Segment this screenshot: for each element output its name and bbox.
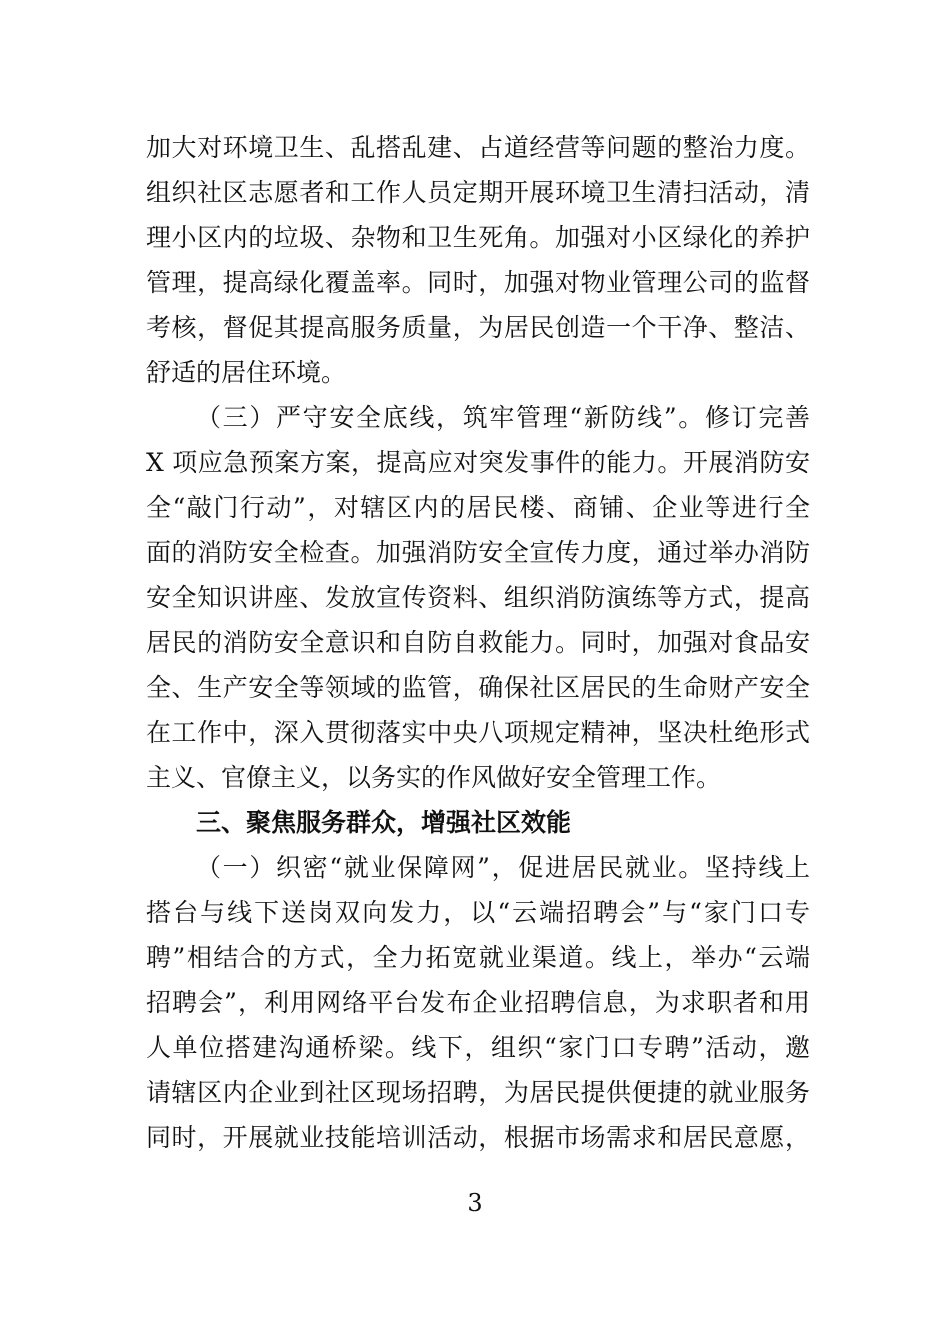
body-text-line: 搭台与线下送岗双向发力，以“云端招聘会”与“家门口专 (146, 898, 810, 927)
section-heading: 三、聚焦服务群众，增强社区效能 (196, 808, 572, 837)
page-number: 3 (467, 1189, 483, 1217)
body-text-line: 考核，督促其提高服务质量，为居民创造一个干净、整洁、 (146, 313, 810, 342)
body-text-line: X 项应急预案方案，提高应对突发事件的能力。开展消防安 (146, 448, 810, 477)
body-text-line: 请辖区内企业到社区现场招聘，为居民提供便捷的就业服务 (146, 1078, 810, 1107)
body-text-line: 舒适的居住环境。 (146, 358, 347, 387)
body-text-line: 理小区内的垃圾、杂物和卫生死角。加强对小区绿化的养护 (146, 223, 810, 252)
body-text-line: 加大对环境卫生、乱搭乱建、占道经营等问题的整治力度。 (146, 133, 810, 162)
body-text-line: 主义、官僚主义，以务实的作风做好安全管理工作。 (146, 763, 722, 792)
body-text-line: 聘”相结合的方式，全力拓宽就业渠道。线上，举办“云端 (146, 943, 810, 972)
body-text-line: 居民的消防安全意识和自防自救能力。同时，加强对食品安 (146, 628, 810, 657)
body-text-line: 全、生产安全等领域的监管，确保社区居民的生命财产安全 (146, 673, 810, 702)
body-text-line: 安全知识讲座、发放宣传资料、组织消防演练等方式，提高 (146, 583, 810, 612)
body-text-line: 管理，提高绿化覆盖率。同时，加强对物业管理公司的监督 (146, 268, 810, 297)
subsection-heading-line: （三）严守安全底线，筑牢管理“新防线”。修订完善 (196, 403, 810, 432)
body-text-line: 组织社区志愿者和工作人员定期开展环境卫生清扫活动，清 (146, 178, 810, 207)
body-text-line: 同时，开展就业技能培训活动，根据市场需求和居民意愿， (146, 1123, 810, 1152)
body-text-line: 在工作中，深入贯彻落实中央八项规定精神，坚决杜绝形式 (146, 718, 810, 747)
body-text-line: 面的消防安全检查。加强消防安全宣传力度，通过举办消防 (146, 538, 810, 567)
body-text-line: 招聘会”，利用网络平台发布企业招聘信息，为求职者和用 (146, 988, 810, 1017)
subsection-heading-line: （一）织密“就业保障网”，促进居民就业。坚持线上 (196, 853, 810, 882)
body-text-line: 全“敲门行动”，对辖区内的居民楼、商铺、企业等进行全 (146, 493, 810, 522)
body-text-line: 人单位搭建沟通桥梁。线下，组织“家门口专聘”活动，邀 (146, 1033, 810, 1062)
